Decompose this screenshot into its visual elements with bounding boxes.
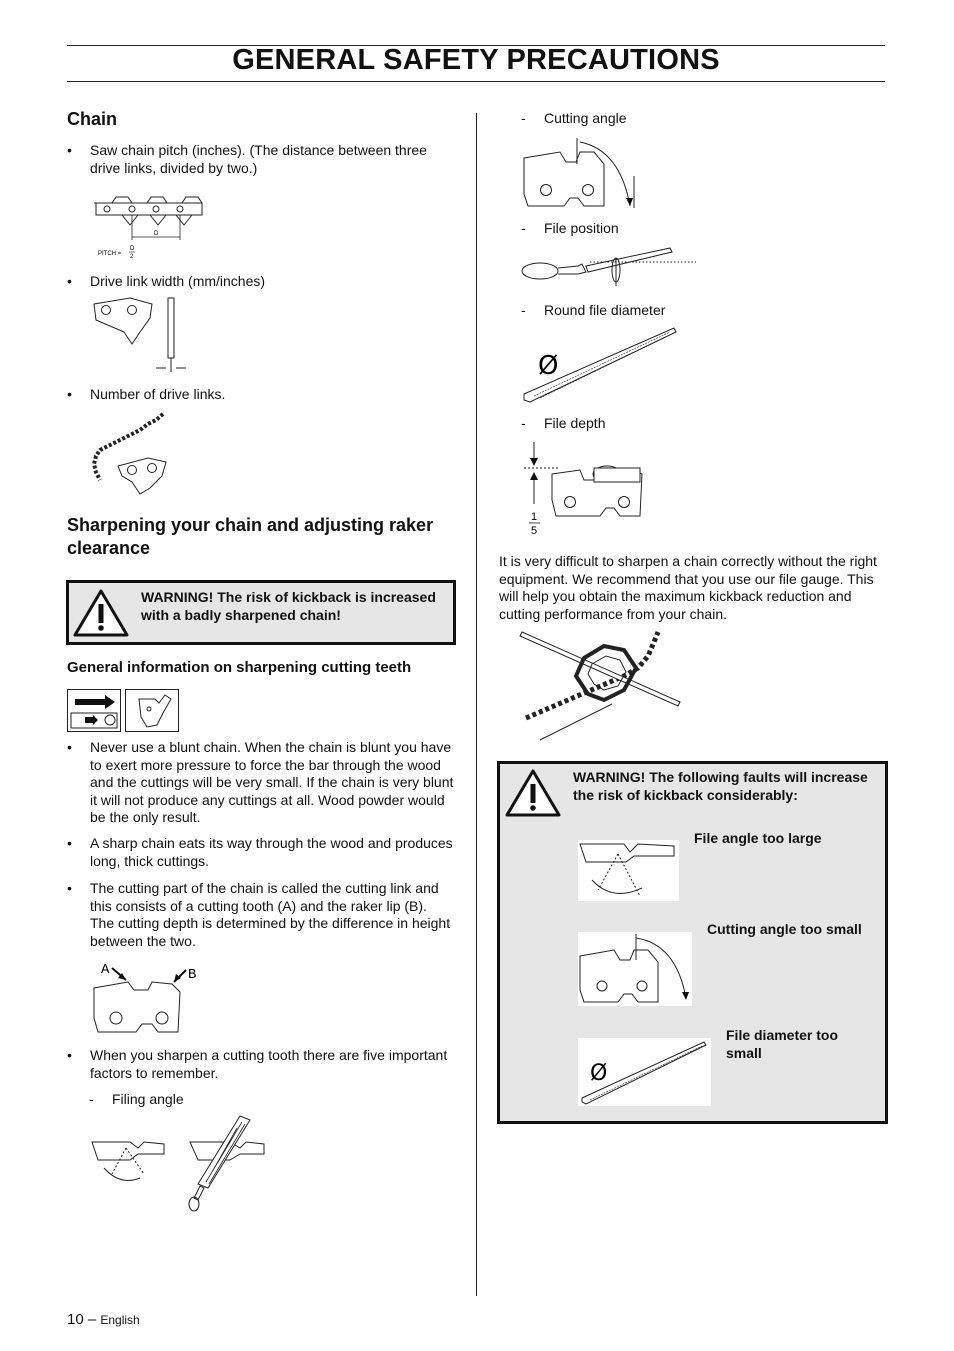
general-info-heading: General information on sharpening cutting teeth	[67, 659, 412, 676]
sharpening-heading: Sharpening your chain and adjusting raker clearance	[67, 515, 434, 558]
bullet-dot: •	[67, 880, 72, 896]
list-item-text: Drive link width (mm/inches)	[90, 273, 266, 289]
pitch-formula: PITCH =	[98, 251, 122, 257]
warning-triangle-icon	[72, 588, 130, 638]
dash: -	[89, 1091, 94, 1107]
dash-item-text: File depth	[544, 415, 606, 431]
dash-item-text: File position	[544, 220, 619, 236]
pitch-d-label: D	[154, 231, 159, 237]
dash: -	[521, 415, 526, 431]
label-b: B	[188, 967, 197, 983]
depth-fraction-den: 5	[531, 525, 538, 537]
bullet-dot: •	[67, 1047, 72, 1063]
warning-text-kickback: WARNING! The risk of kickback is increased with a badly sharpened chain!	[141, 589, 436, 623]
bullet-dot: •	[67, 739, 72, 755]
dash-item-text: Round file diameter	[544, 302, 666, 318]
filing-angle-illustration	[90, 1112, 270, 1212]
bullet-dot: •	[67, 273, 72, 289]
bullet-dot: •	[67, 835, 72, 851]
label-a: A	[101, 962, 110, 978]
page-number: 10	[67, 1311, 84, 1328]
list-item-text: When you sharpen a cutting tooth there are five important factors to remember.	[90, 1047, 448, 1081]
pitch-formula-num: D	[130, 246, 135, 252]
round-file-diameter-illustration	[520, 324, 680, 404]
file-gauge-paragraph: It is very difficult to sharpen a chain correctly without the right equipment. We recommend that you use our file gauge. This will help you obtain the maximum kickback reduction and cutting performance from your chain.	[499, 553, 877, 622]
file-gauge-illustration	[520, 628, 685, 743]
list-item-text: Number of drive links.	[90, 386, 226, 402]
fault-label-file-angle: File angle too large	[694, 830, 822, 846]
fault-file-angle-illustration	[578, 840, 679, 901]
diameter-icon: Ø	[590, 1061, 608, 1086]
depth-fraction-num: 1	[531, 511, 538, 523]
dash-item-text: Filing angle	[112, 1091, 184, 1107]
dash: -	[521, 220, 526, 236]
warning-triangle-icon	[504, 768, 562, 818]
fault-label-file-diameter: File diameter too small	[726, 1027, 839, 1061]
fault-label-cutting-angle: Cutting angle too small	[707, 921, 862, 937]
chain-pitch-illustration	[92, 185, 207, 260]
footer-separator: –	[87, 1311, 97, 1328]
bullet-dot: •	[67, 142, 72, 158]
file-depth-illustration	[520, 440, 650, 540]
bullet-dot: •	[67, 386, 72, 402]
warning-text-faults: WARNING! The following faults will increase the risk of kickback considerably:	[573, 769, 868, 803]
drive-links-count-illustration	[88, 410, 173, 500]
fault-file-diameter-illustration	[578, 1038, 711, 1106]
page-title: GENERAL SAFETY PRECAUTIONS	[232, 44, 720, 76]
column-divider	[476, 113, 477, 1296]
dash: -	[521, 110, 526, 126]
list-item-text: The cutting part of the chain is called the cutting link and this consists of a cutting tooth (A) and the raker lip (B). The cutting depth is determined by the difference in height between the two.	[90, 880, 451, 949]
list-item-text: Never use a blunt chain. When the chain is blunt you have to exert more pressure to force the bar through the wood and the cuttings will be very small. If the chain is very blunt it will not produce any cuttings at all. Wood powder would be the only result.	[90, 739, 454, 825]
file-gauge-icon	[67, 689, 179, 732]
footer-language: English	[100, 1313, 140, 1327]
fault-cutting-angle-illustration	[578, 932, 692, 1006]
cutting-angle-illustration	[520, 136, 640, 212]
list-item-text: Saw chain pitch (inches). (The distance between three drive links, divided by two.)	[90, 142, 427, 176]
list-item-text: A sharp chain eats its way through the wood and produces long, thick cuttings.	[90, 835, 453, 869]
diameter-icon: Ø	[538, 351, 559, 381]
page-footer	[67, 1311, 140, 1328]
chain-heading: Chain	[67, 109, 118, 129]
cutting-link-illustration	[90, 958, 205, 1040]
file-position-illustration	[520, 242, 700, 292]
dash: -	[521, 302, 526, 318]
dash-item-text: Cutting angle	[544, 110, 627, 126]
drive-link-illustration	[90, 296, 190, 374]
title-rule-bottom	[67, 81, 885, 82]
pitch-formula-den: 2	[130, 254, 134, 260]
